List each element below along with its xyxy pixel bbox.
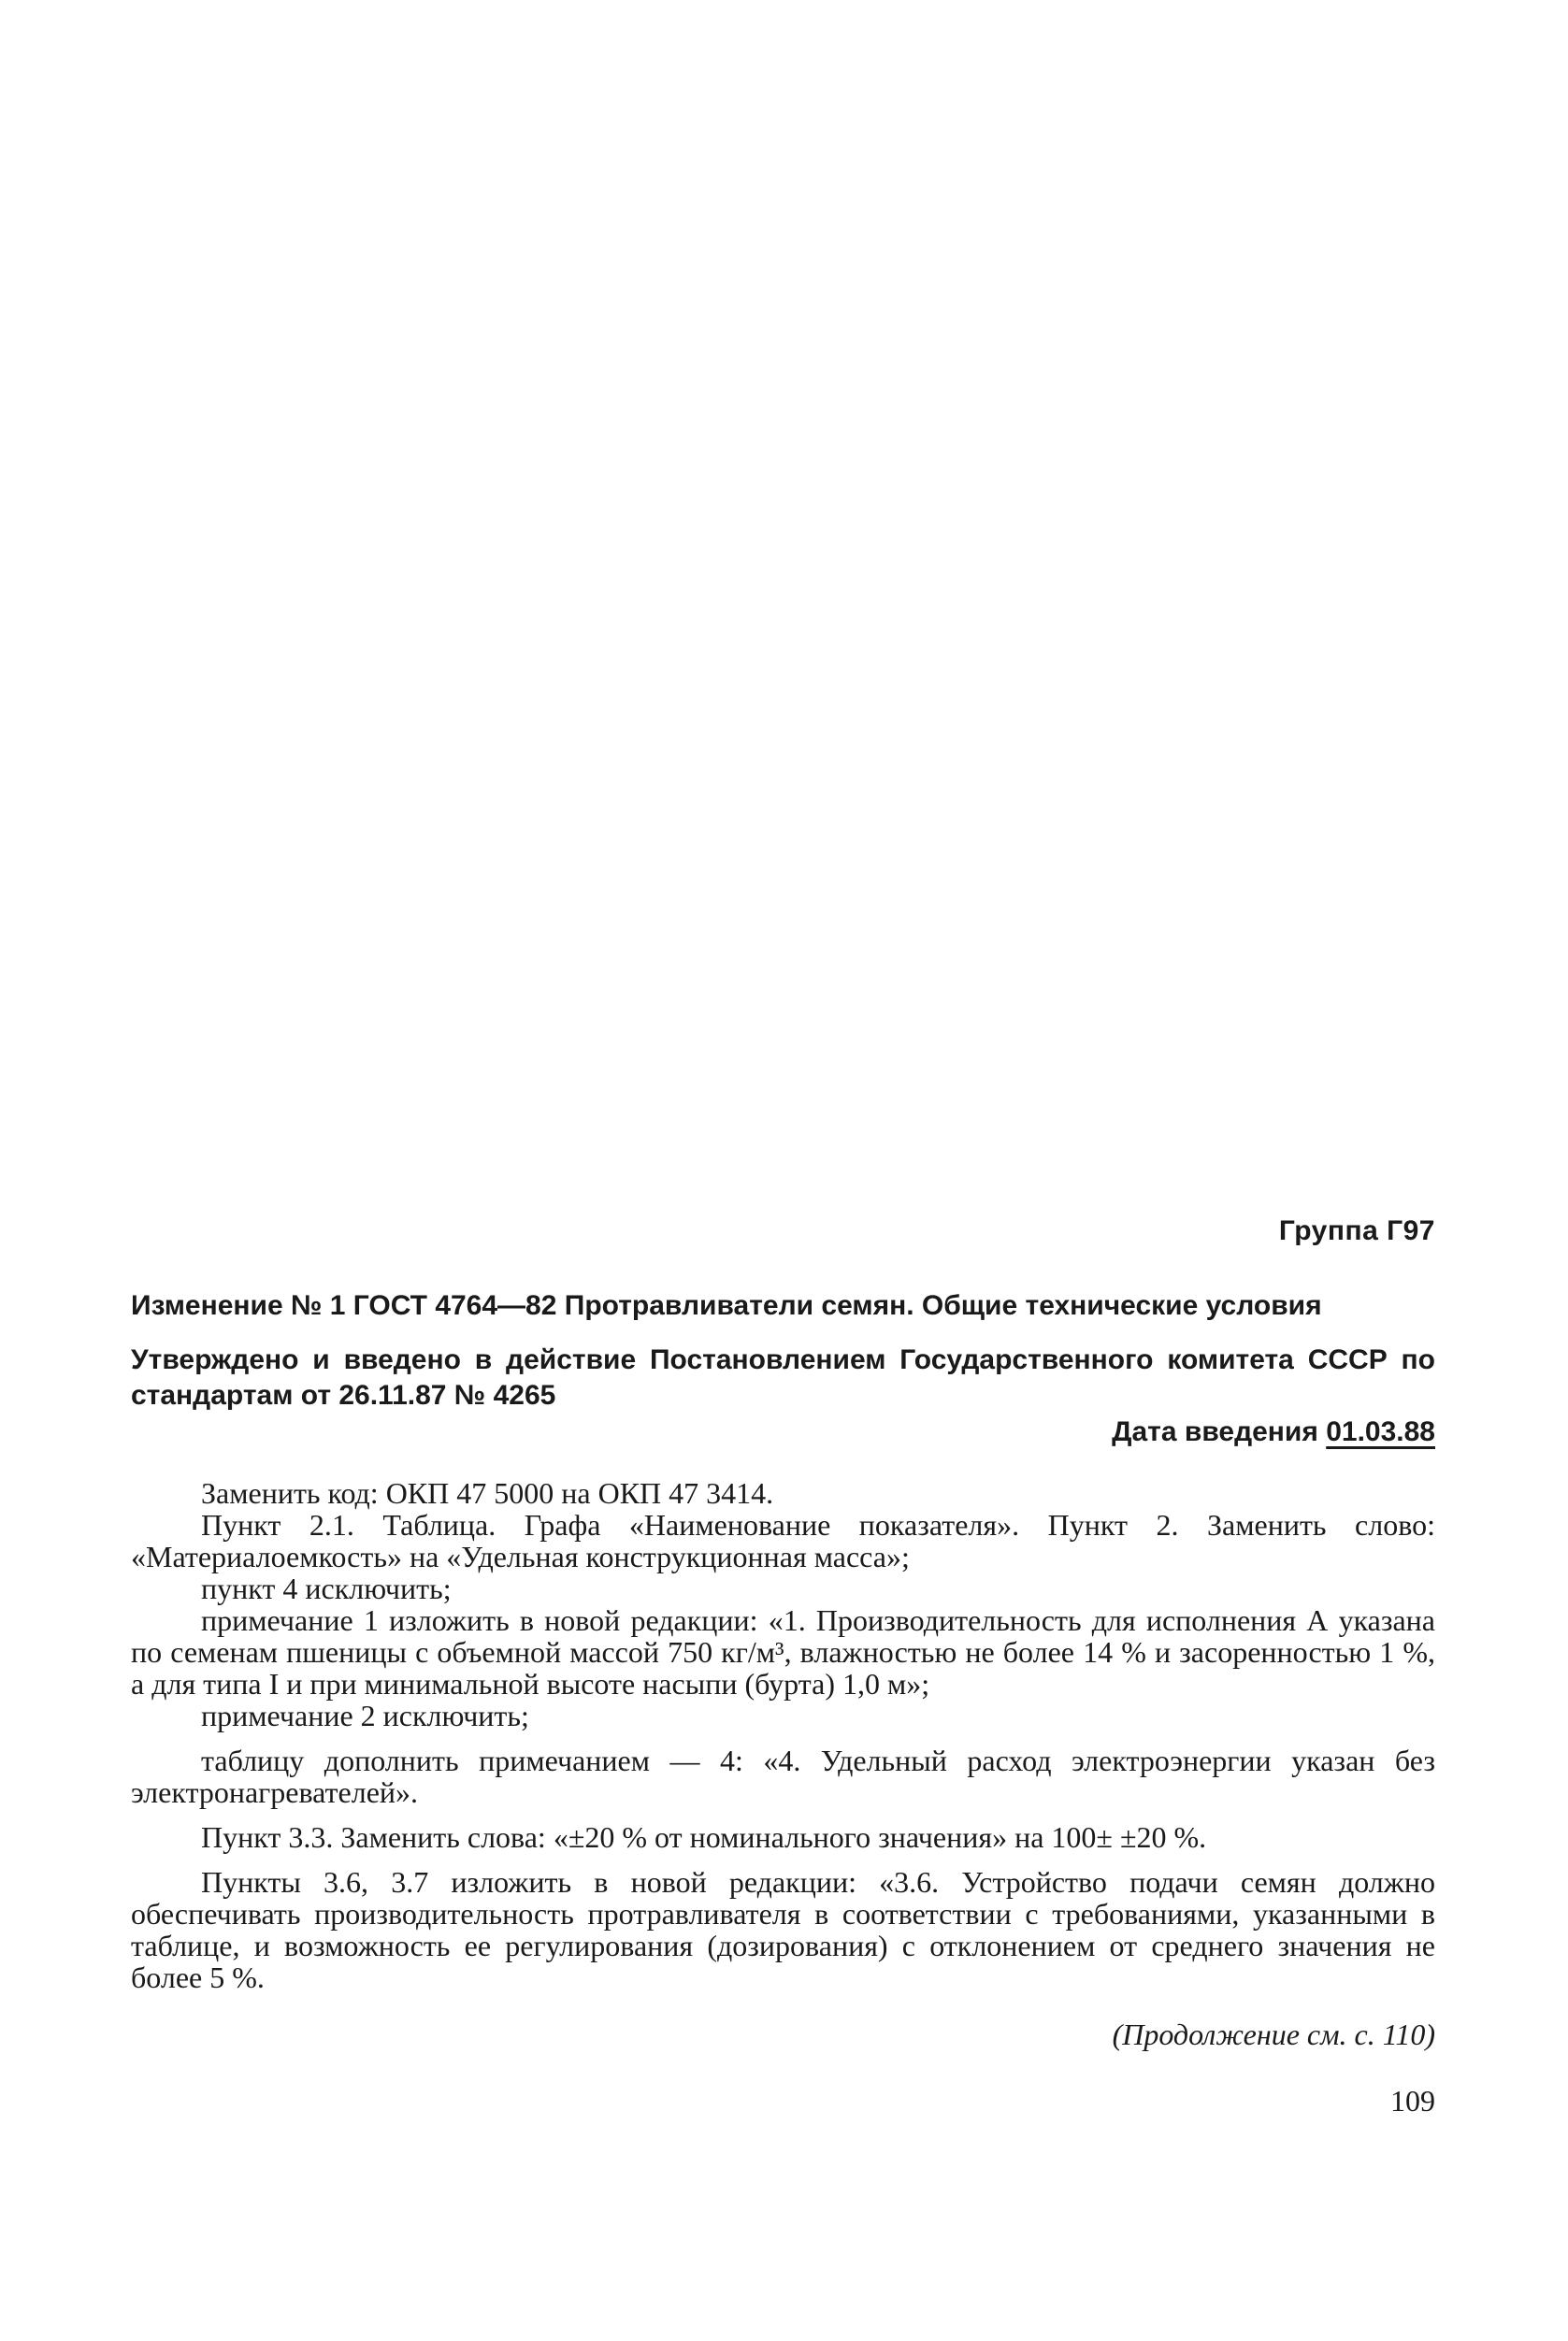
page-number: 109 bbox=[1390, 2084, 1435, 2118]
approval-statement: Утверждено и введено в действие Постановлением Государственного комитета СССР по стандартам от 26.11.87 № 4265 bbox=[131, 1344, 1435, 1411]
paragraph-point-2-1: Пункт 2.1. Таблица. Графа «Наименование показателя». Пункт 2. Заменить слово: «Материалоемкость» на «Удельная конструкционная масса»; bbox=[131, 1508, 1435, 1573]
group-label: Группа Г97 bbox=[1278, 1215, 1435, 1246]
paragraph-note-2: примечание 2 исключить; bbox=[201, 1699, 529, 1732]
paragraph-note-4: таблицу дополнить примечанием — 4: «4. Удельный расход электроэнергии указан без электронагревателей». bbox=[131, 1744, 1435, 1809]
document-page bbox=[131, 1215, 1435, 2118]
amendment-title: Изменение № 1 ГОСТ 4764—82 Протравливатели семян. Общие технические условия bbox=[131, 1290, 1322, 1321]
paragraph-note-1: примечание 1 изложить в новой редакции: «1. Производительность для исполнения А указана по семенам пшеницы с объемной массой 750 кг/м³, влажностью не более 14 % и засоренностью 1 %, а для типа I и при минимальной высоте насыпи (бурта) 1,0 м»; bbox=[131, 1603, 1435, 1701]
paragraph-okp-code: Заменить код: ОКП 47 5000 на ОКП 47 3414. bbox=[201, 1476, 774, 1510]
introduction-date-value: 01.03.88 bbox=[1326, 1416, 1435, 1447]
continuation-note: (Продолжение см. с. 110) bbox=[1112, 2018, 1435, 2051]
introduction-date bbox=[131, 1414, 1435, 1451]
paragraph-point-3-3: Пункт 3.3. Заменить слова: «±20 % от номинального значения» на 100± ±20 %. bbox=[201, 1820, 1207, 1854]
amendment-body bbox=[131, 1477, 1435, 1993]
paragraph-point-4: пункт 4 исключить; bbox=[201, 1572, 452, 1605]
paragraph-points-3-6-3-7: Пункты 3.6, 3.7 изложить в новой редакции: «3.6. Устройство подачи семян должно обеспечивать производительность протравливателя в соответствии с требованиями, указанными в таблице, и возможность ее регулирования (дозирования) с отклонением от среднего значения не более 5 %. bbox=[131, 1865, 1435, 1994]
introduction-date-label: Дата введения bbox=[1112, 1416, 1318, 1447]
